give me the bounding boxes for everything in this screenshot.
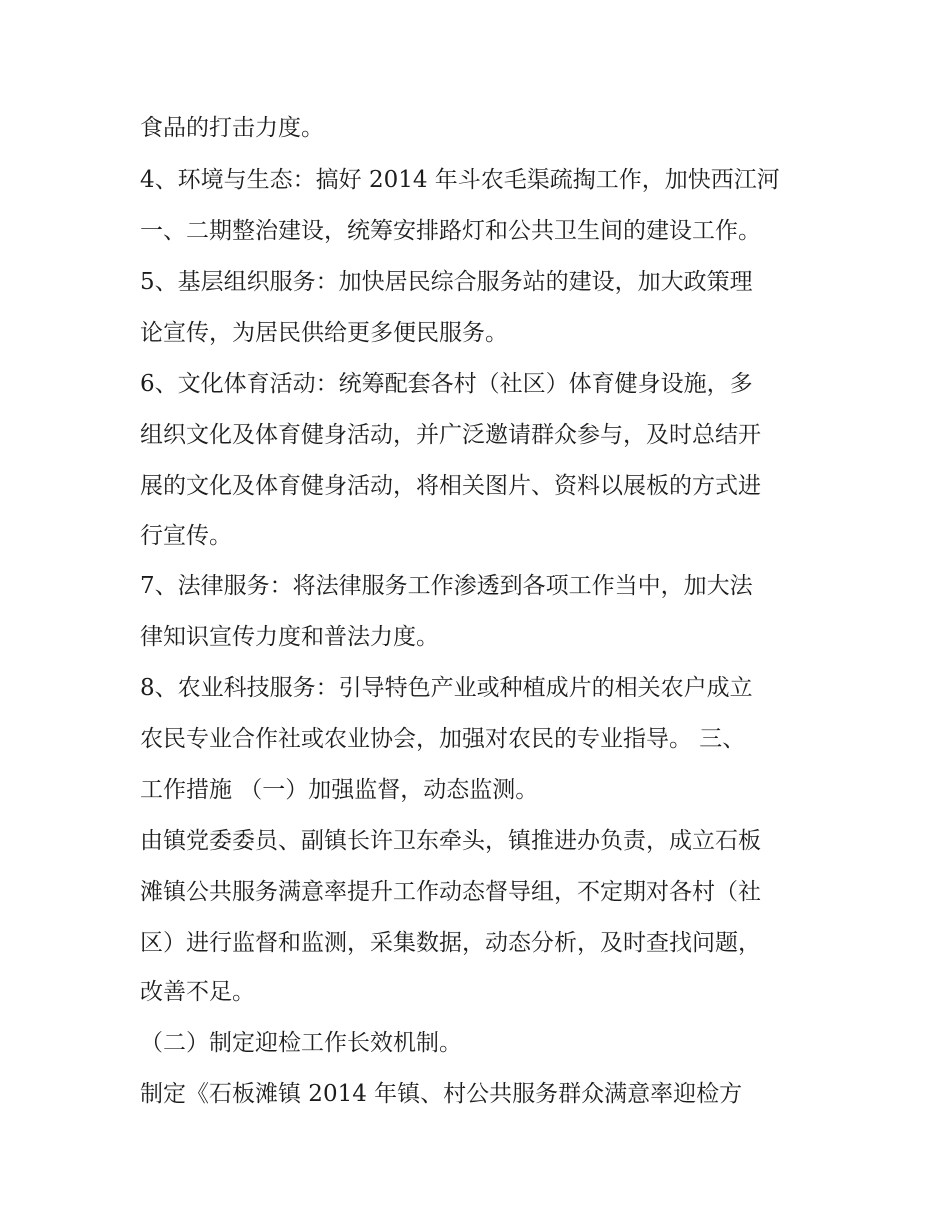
text-line: 区）进行监督和监测，采集数据，动态分析，及时查找问题， [140,930,761,956]
text-line: 制定《石板滩镇 2014 年镇、村公共服务群众满意率迎检方 [140,1081,743,1107]
text-line: 行宣传。 [140,523,232,549]
text-line: 由镇党委委员、副镇长许卫东牵头，镇推进办负责，成立石板 [140,828,761,854]
text-line: 律知识宣传力度和普法力度。 [140,624,439,650]
text-line: 改善不足。 [140,979,255,1005]
text-line: 食品的打击力度。 [140,115,324,141]
text-line: 组织文化及体育健身活动，并广泛邀请群众参与，及时总结开 [140,422,761,448]
text-line: 一、二期整治建设，统筹安排路灯和公共卫生间的建设工作。 [140,218,761,244]
text-line: 5、基层组织服务：加快居民综合服务站的建设，加大政策理 [140,269,753,295]
text-line: （二）制定迎检工作长效机制。 [140,1030,462,1056]
text-line: 8、农业科技服务：引导特色产业或种植成片的相关农户成立 [140,675,753,701]
text-line: 滩镇公共服务满意率提升工作动态督导组，不定期对各村（社 [140,879,761,905]
text-line: 4、环境与生态：搞好 2014 年斗农毛渠疏掏工作，加快西江河 [140,167,780,193]
text-line: 论宣传，为居民供给更多便民服务。 [140,320,508,346]
text-line: 农民专业合作社或农业协会，加强对农民的专业指导。 三、 [140,726,746,752]
text-line: 6、文化体育活动：统筹配套各村（社区）体育健身设施，多 [140,371,753,397]
text-line: 展的文化及体育健身活动，将相关图片、资料以展板的方式进 [140,473,761,499]
text-line: 7、法律服务：将法律服务工作渗透到各项工作当中，加大法 [140,573,753,599]
text-line: 工作措施 （一）加强监督，动态监测。 [140,777,539,803]
